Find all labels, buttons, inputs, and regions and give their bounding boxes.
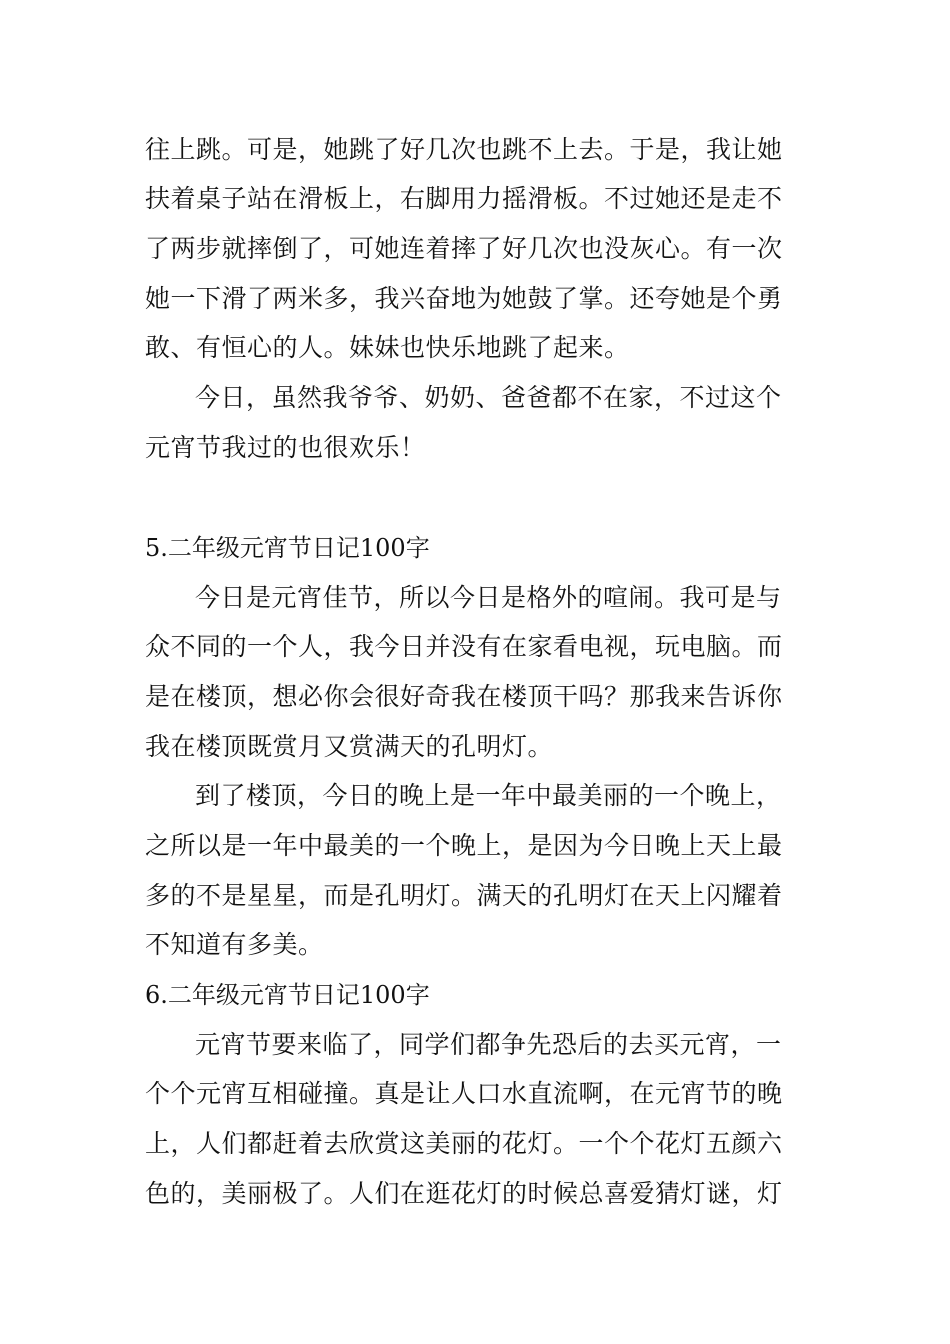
text-line: 之所以是一年中最美的一个晚上，是因为今日晚上天上最 (145, 831, 783, 860)
text-line: 了两步就摔倒了，可她连着摔了好几次也没灰心。有一次 (145, 234, 783, 263)
text-line: 我在楼顶既赏月又赏满天的孔明灯。 (145, 732, 554, 761)
text-line: 不知道有多美。 (145, 930, 324, 959)
text-line: 往上跳。可是，她跳了好几次也跳不上去。于是，我让她 (145, 135, 783, 164)
paragraph-first-line: 今日是元宵佳节，所以今日是格外的喧闹。我可是与 (195, 583, 782, 612)
section-heading: 6.二年级元宵节日记100字 (145, 981, 430, 1009)
text-line: 元宵节我过的也很欢乐！ (145, 433, 426, 462)
text-line: 上，人们都赶着去欣赏这美丽的花灯。一个个花灯五颜六 (145, 1129, 783, 1158)
paragraph-first-line: 到了楼顶，今日的晚上是一年中最美丽的一个晚上， (195, 781, 782, 810)
section-heading: 5.二年级元宵节日记100字 (145, 534, 430, 562)
text-line: 扶着桌子站在滑板上，右脚用力摇滑板。不过她还是走不 (145, 184, 783, 213)
text-line: 个个元宵互相碰撞。真是让人口水直流啊，在元宵节的晚 (145, 1079, 783, 1108)
text-line: 她一下滑了两米多，我兴奋地为她鼓了掌。还夸她是个勇 (145, 284, 783, 313)
text-line: 众不同的一个人，我今日并没有在家看电视，玩电脑。而 (145, 632, 783, 661)
text-line: 敢、有恒心的人。妹妹也快乐地跳了起来。 (145, 333, 630, 362)
text-line: 是在楼顶，想必你会很好奇我在楼顶干吗？那我来告诉你 (145, 682, 783, 711)
paragraph-first-line: 今日，虽然我爷爷、奶奶、爸爸都不在家，不过这个 (195, 383, 782, 412)
text-line: 多的不是星星，而是孔明灯。满天的孔明灯在天上闪耀着 (145, 881, 783, 910)
paragraph-first-line: 元宵节要来临了，同学们都争先恐后的去买元宵，一 (195, 1030, 782, 1059)
text-line: 色的，美丽极了。人们在逛花灯的时候总喜爱猜灯谜，灯 (145, 1179, 783, 1208)
